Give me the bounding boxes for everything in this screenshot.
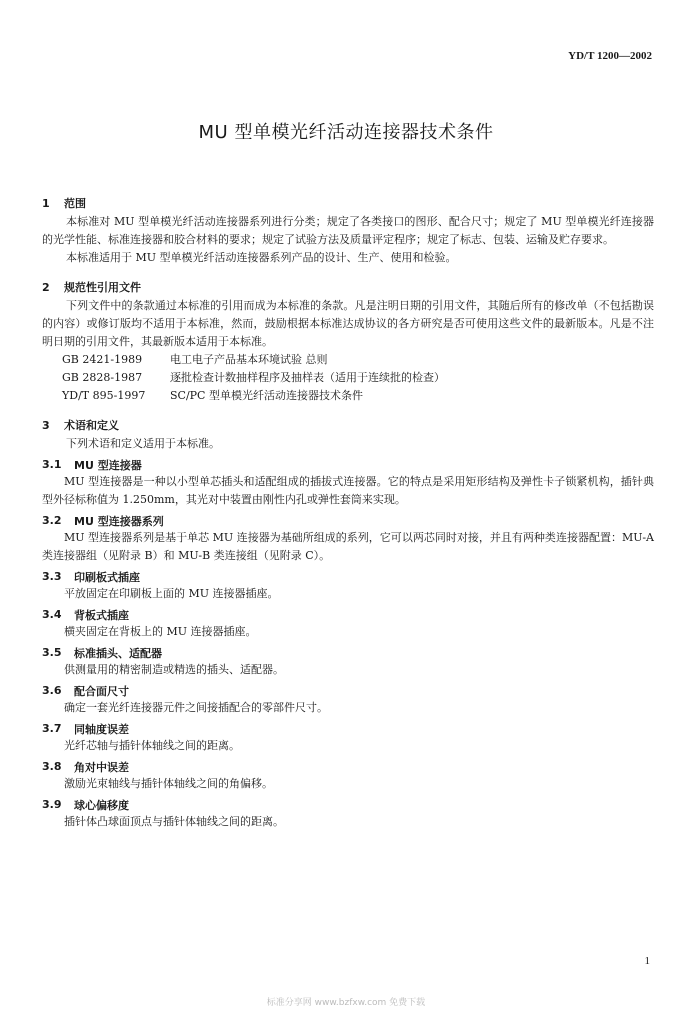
section-title: 范围	[64, 197, 86, 210]
reference-item	[62, 351, 654, 369]
reference-code: GB 2828-1987	[62, 371, 143, 384]
term-title: 背板式插座	[74, 608, 129, 622]
terms-intro: 下列术语和定义适用于本标准。	[66, 437, 220, 450]
term-heading	[42, 796, 654, 813]
reference-name: 逐批检查计数抽样程序及抽样表（适用于连续批的检查）	[170, 371, 445, 384]
term-number: 3.6	[42, 684, 62, 697]
section-title: 术语和定义	[64, 419, 119, 432]
document-title: MU 型单模光纤活动连接器技术条件	[198, 122, 494, 143]
section-heading-refs	[42, 277, 654, 297]
term-heading	[42, 568, 654, 585]
section-heading-scope	[42, 193, 654, 213]
scope-paragraph: 本标准对 MU 型单模光纤活动连接器系列进行分类；规定了各类接口的图形、配合尺寸；规定了 MU 型单模光纤连接器的光学性能、标准连接器和胶合材料的要求；规定了试验方法及质量评定程序；规定了标志、包装、运输及贮存要求。	[42, 215, 654, 246]
term-number: 3.1	[42, 458, 62, 471]
term-number: 3.5	[42, 646, 62, 659]
reference-list	[62, 351, 654, 405]
reference-name: SC/PC 型单模光纤活动连接器技术条件	[170, 389, 363, 402]
term-title: 配合面尺寸	[74, 684, 129, 698]
term-definition: 插针体凸球面顶点与插针体轴线之间的距离。	[64, 815, 284, 828]
scope-paragraph: 本标准适用于 MU 型单模光纤活动连接器系列产品的设计、生产、使用和检验。	[66, 251, 457, 264]
document-body	[42, 193, 654, 831]
term-title: MU 型连接器系列	[74, 514, 164, 528]
refs-paragraph: 下列文件中的条款通过本标准的引用而成为本标准的条款。凡是注明日期的引用文件，其随后所有的修改单（不包括勘误的内容）或修订版均不适用于本标准，然而，鼓励根据本标准达成协议的各方研究是否可使用这些文件的最新版本。凡是不注明日期的引用文件，其最新版本适用于本标准。	[42, 299, 654, 348]
term-number: 3.4	[42, 608, 62, 621]
term-title: MU 型连接器	[74, 458, 142, 472]
term-title: 标准插头、适配器	[74, 646, 162, 660]
reference-name: 电工电子产品基本环境试验 总则	[170, 353, 328, 366]
page-number: 1	[644, 955, 650, 967]
term-number: 3.3	[42, 570, 62, 583]
term-title: 印刷板式插座	[74, 570, 140, 584]
reference-item	[62, 369, 654, 387]
term-title: 同轴度误差	[74, 722, 129, 736]
section-heading-terms	[42, 415, 654, 435]
term-definition: 确定一套光纤连接器元件之间接插配合的零部件尺寸。	[64, 701, 328, 714]
term-heading	[42, 720, 654, 737]
term-title: 角对中误差	[74, 760, 129, 774]
reference-code: YD/T 895-1997	[62, 389, 146, 402]
term-definition: MU 型连接器系列是基于单芯 MU 连接器为基础所组成的系列，它可以两芯同时对接，并且有两种类连接器配置：MU-A 类连接器组（见附录 B）和 MU-B 类连接组（见附录 C）。	[42, 531, 654, 562]
term-definition: 平放固定在印刷板上面的 MU 连接器插座。	[64, 587, 279, 600]
reference-item	[62, 387, 654, 405]
term-heading	[42, 512, 654, 529]
term-title: 球心偏移度	[74, 798, 129, 812]
term-heading	[42, 682, 654, 699]
term-number: 3.8	[42, 760, 62, 773]
term-definition: 供测量用的精密制造或精选的插头、适配器。	[64, 663, 284, 676]
term-definition: 光纤芯轴与插针体轴线之间的距离。	[64, 739, 240, 752]
section-title: 规范性引用文件	[64, 281, 141, 294]
term-definition: MU 型连接器是一种以小型单芯插头和适配组成的插拔式连接器。它的特点是采用矩形结构及弹性卡子锁紧机构，插针典型外径标称值为 1.250mm，其光对中装置由刚性内孔或弹性套筒来实现。	[42, 475, 654, 506]
term-number: 3.2	[42, 514, 62, 527]
term-definition: 横夹固定在背板上的 MU 连接器插座。	[64, 625, 257, 638]
reference-code: GB 2421-1989	[62, 353, 143, 366]
term-heading	[42, 606, 654, 623]
section-number: 2	[42, 280, 50, 294]
term-heading	[42, 644, 654, 661]
watermark: 标准分享网 www.bzfxw.com 免费下载	[266, 998, 426, 1008]
term-heading	[42, 758, 654, 775]
term-number: 3.9	[42, 798, 62, 811]
section-number: 3	[42, 418, 50, 432]
term-heading	[42, 456, 654, 473]
term-number: 3.7	[42, 722, 62, 735]
section-number: 1	[42, 196, 50, 210]
term-definition: 激励光束轴线与插针体轴线之间的角偏移。	[64, 777, 273, 790]
standard-code: YD/T 1200—2002	[568, 50, 652, 62]
